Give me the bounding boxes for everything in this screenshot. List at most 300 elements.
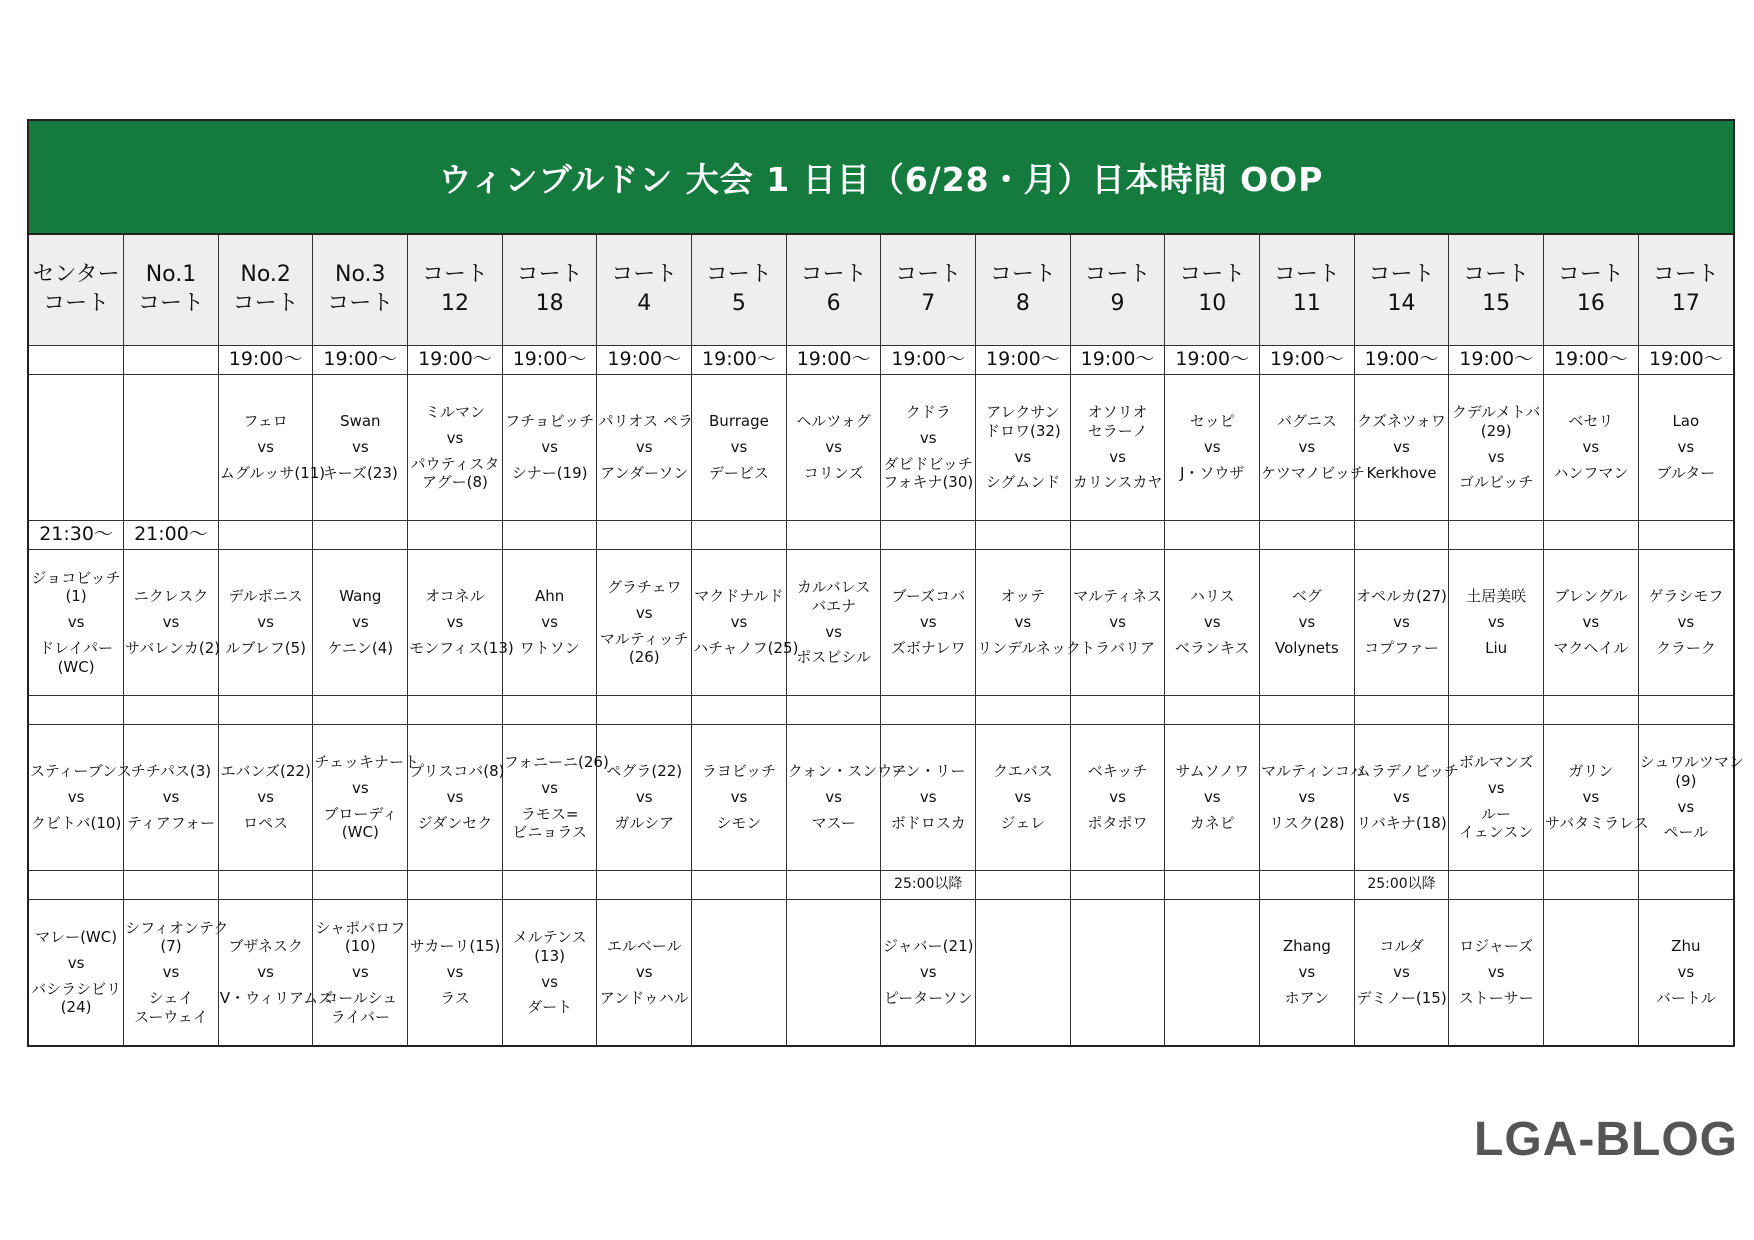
empty-match-cell	[976, 900, 1071, 1046]
player-1: オコネル	[425, 587, 485, 606]
player-2: ティアフォー	[126, 813, 216, 832]
player-2: バシラシビリ (24)	[31, 979, 122, 1017]
vs-label: vs	[257, 788, 274, 807]
match-cell	[502, 375, 597, 521]
match-cell	[408, 725, 503, 871]
player-2: ベランキス	[1174, 638, 1250, 657]
start-time-cell	[1449, 521, 1544, 550]
start-time-cell	[1638, 521, 1733, 550]
player-1: サムソノワ	[1175, 762, 1250, 781]
player-1: ラヨビッチ	[701, 762, 777, 781]
vs-label: vs	[351, 613, 369, 632]
start-time-cell: 19:00〜	[786, 346, 881, 375]
court-header	[692, 235, 787, 346]
empty-match-cell	[29, 375, 124, 521]
vs-label: vs	[1203, 438, 1221, 457]
start-time-cell	[1070, 521, 1165, 550]
court-header-line: センター	[32, 262, 120, 288]
match-cell	[313, 550, 408, 696]
note-cell: 25:00以降	[1354, 871, 1449, 900]
player-1: Ahn	[534, 587, 565, 606]
match-cell	[1165, 375, 1260, 521]
vs-label: vs	[541, 438, 558, 457]
start-time-cell: 19:00〜	[218, 346, 313, 375]
player-1: フチョビッチ	[505, 412, 595, 431]
court-header-line: コート	[989, 262, 1056, 288]
start-time-cell	[1165, 521, 1260, 550]
vs-label: vs	[541, 972, 558, 991]
player-2: ポタポワ	[1087, 813, 1148, 832]
court-header	[786, 235, 881, 346]
note-cell	[597, 871, 692, 900]
player-1: ペグラ(22)	[606, 762, 683, 781]
court-header	[1354, 235, 1449, 346]
player-1: クデルメトバ (29)	[1451, 403, 1541, 440]
match-cell	[313, 900, 408, 1046]
player-1: ジャバー(21)	[882, 937, 974, 956]
player-1: クドラ	[905, 403, 951, 421]
vs-label: vs	[1109, 613, 1126, 632]
vs-label: vs	[1109, 788, 1126, 807]
match-cell	[124, 725, 219, 871]
vs-label: vs	[1393, 438, 1410, 457]
time-row	[29, 346, 1733, 375]
player-2: ケツマノビッチ	[1261, 463, 1365, 482]
note-cell	[976, 696, 1071, 725]
player-1: カルバレス バエナ	[796, 578, 871, 615]
player-2: アンダーソン	[600, 463, 689, 482]
match-cell	[1638, 375, 1733, 521]
vs-label: vs	[825, 788, 842, 807]
match-cell	[29, 900, 124, 1046]
note-cell	[976, 871, 1071, 900]
vs-label: vs	[67, 953, 85, 972]
match-cell	[1544, 375, 1639, 521]
vs-label: vs	[1487, 963, 1505, 982]
vs-label: vs	[919, 963, 937, 982]
player-2: ワトソン	[519, 638, 580, 657]
start-time-cell	[786, 521, 881, 550]
court-header-line: コート	[137, 291, 204, 316]
start-time-cell: 19:00〜	[1449, 346, 1544, 375]
vs-label: vs	[1298, 963, 1316, 982]
vs-label: vs	[730, 438, 748, 457]
player-1: ジョコビッチ (1)	[31, 568, 121, 606]
match-cell	[786, 375, 881, 521]
empty-match-cell	[1544, 900, 1639, 1046]
player-2: デービス	[708, 463, 769, 482]
match-cell	[976, 725, 1071, 871]
player-1: コルダ	[1379, 937, 1424, 956]
match-row	[29, 375, 1733, 521]
vs-label: vs	[635, 963, 653, 982]
player-1: オッテ	[1000, 587, 1046, 606]
match-cell	[1544, 550, 1639, 696]
note-cell	[502, 871, 597, 900]
match-cell	[1449, 375, 1544, 521]
match-cell	[124, 900, 229, 1046]
vs-label: vs	[67, 613, 85, 632]
note-cell	[1165, 696, 1260, 725]
player-1: エルベール	[606, 937, 682, 956]
court-header-line: コート	[1179, 262, 1246, 288]
player-1: ボルマンズ	[1458, 753, 1534, 771]
start-time-cell: 19:00〜	[1165, 346, 1260, 375]
player-2: Liu	[1485, 638, 1508, 657]
vs-label: vs	[162, 963, 180, 982]
player-1: シュワルツマン (9)	[1639, 753, 1744, 790]
note-cell	[1260, 696, 1355, 725]
vs-label: vs	[1298, 613, 1316, 632]
player-2: リスク(28)	[1269, 813, 1345, 832]
note-cell	[1070, 871, 1165, 900]
player-2: ストーサー	[1458, 988, 1534, 1007]
match-row	[29, 725, 1733, 871]
player-2: バートル	[1655, 988, 1716, 1007]
note-cell	[124, 696, 219, 725]
court-header-line: 16	[1576, 291, 1605, 316]
vs-label: vs	[730, 788, 748, 807]
player-2: シェイ スーウェイ	[134, 988, 208, 1026]
player-1: シフィオンテク (7)	[125, 918, 229, 956]
player-2: コールシュ ライバー	[323, 988, 398, 1026]
player-2: ペール	[1663, 823, 1709, 842]
court-header-line: コート	[895, 262, 962, 288]
start-time-cell: 19:00〜	[881, 346, 976, 375]
player-2: シナー(19)	[511, 463, 588, 482]
court-header-line: コート	[516, 262, 583, 288]
player-2: クラーク	[1655, 638, 1716, 657]
note-cell	[1449, 696, 1544, 725]
time-row	[29, 521, 1733, 550]
player-1: シャポバロフ (10)	[315, 918, 406, 956]
match-cell	[1354, 900, 1449, 1046]
court-header	[218, 235, 313, 346]
player-2: コリンズ	[803, 463, 864, 482]
vs-label: vs	[446, 613, 464, 632]
note-cell	[313, 696, 408, 725]
start-time-cell: 19:00〜	[1260, 346, 1355, 375]
match-cell	[597, 550, 692, 696]
match-cell	[313, 725, 420, 871]
player-1: グラチェワ	[606, 578, 682, 596]
vs-label: vs	[257, 963, 274, 982]
player-1: ベキッチ	[1087, 762, 1148, 781]
court-header	[124, 235, 219, 346]
player-1: セッピ	[1189, 412, 1235, 431]
vs-label: vs	[446, 963, 464, 982]
player-1: フォニーニ(26)	[503, 753, 609, 771]
vs-label: vs	[1677, 438, 1695, 457]
court-header	[881, 235, 976, 346]
court-header-line: コート	[1273, 262, 1340, 288]
player-1: Swan	[340, 412, 381, 431]
start-time-cell	[881, 521, 976, 550]
start-time-cell	[976, 521, 1071, 550]
court-header-line: 4	[637, 291, 652, 316]
match-cell	[597, 900, 692, 1046]
player-1: チチパス(3)	[130, 762, 212, 781]
match-cell	[976, 550, 1081, 696]
player-2: トラバリア	[1080, 638, 1156, 657]
start-time-cell: 19:00〜	[692, 346, 787, 375]
court-header-line: No.3	[335, 262, 386, 288]
match-cell	[218, 375, 326, 521]
court-header-line: 8	[1015, 291, 1030, 316]
court-header	[502, 235, 597, 346]
vs-label: vs	[825, 622, 842, 641]
player-1: Zhu	[1671, 937, 1701, 956]
start-time-cell: 19:00〜	[502, 346, 597, 375]
match-cell	[408, 900, 503, 1046]
schedule-sheet	[27, 119, 1744, 1047]
note-cell: 25:00以降	[881, 871, 976, 900]
vs-label: vs	[162, 613, 180, 632]
player-1: スティーブンス	[30, 762, 132, 781]
vs-label: vs	[1109, 447, 1126, 466]
court-header	[1638, 235, 1733, 346]
court-header	[1260, 235, 1355, 346]
vs-label: vs	[1203, 788, 1221, 807]
vs-label: vs	[1393, 963, 1410, 982]
start-time-cell	[313, 521, 408, 550]
note-cell	[218, 871, 313, 900]
court-header-line: 9	[1110, 291, 1125, 316]
player-2: ロペス	[243, 813, 289, 832]
court-header	[1544, 235, 1639, 346]
note-cell	[881, 696, 976, 725]
player-2: ガルシア	[614, 813, 675, 832]
court-header-line: コート	[800, 262, 867, 288]
court-header-line: コート	[327, 291, 394, 316]
court-header-line: 11	[1292, 291, 1321, 316]
match-cell	[1070, 725, 1165, 871]
start-time-cell	[124, 346, 219, 375]
note-row	[29, 871, 1733, 900]
note-cell	[218, 696, 313, 725]
vs-label: vs	[1393, 613, 1410, 632]
note-cell	[1260, 871, 1355, 900]
note-cell	[313, 871, 408, 900]
empty-match-cell	[692, 900, 787, 1046]
court-header-line: 10	[1198, 291, 1227, 316]
note-cell	[1638, 871, 1733, 900]
player-2: コプファー	[1364, 638, 1439, 657]
player-2: パウティスタ アグー(8)	[410, 454, 500, 492]
player-2: ドレイパー (WC)	[39, 638, 114, 676]
match-row	[29, 900, 1733, 1046]
player-2: ダート	[527, 998, 573, 1017]
vs-label: vs	[1487, 447, 1505, 466]
player-2: クビトバ(10)	[30, 813, 122, 832]
player-2: Volynets	[1274, 638, 1339, 657]
vs-label: vs	[635, 438, 653, 457]
player-2: カリンスカヤ	[1072, 473, 1163, 492]
start-time-cell: 19:00〜	[1544, 346, 1639, 375]
vs-label: vs	[446, 428, 464, 447]
vs-label: vs	[1582, 788, 1600, 807]
match-cell	[1165, 550, 1260, 696]
match-cell	[1638, 550, 1733, 696]
court-header-line: コート	[611, 262, 678, 288]
vs-label: vs	[1393, 788, 1410, 807]
player-2: シグムンド	[985, 473, 1061, 492]
player-1: ベセリ	[1568, 412, 1614, 431]
match-cell	[881, 550, 976, 696]
player-1: チェッキナート	[314, 753, 420, 771]
note-cell	[1544, 696, 1639, 725]
court-header-line: 17	[1671, 291, 1700, 316]
match-cell	[502, 900, 597, 1046]
vs-label: vs	[919, 428, 937, 447]
vs-label: vs	[1203, 613, 1221, 632]
player-1: ベグ	[1291, 587, 1322, 606]
player-1: Zhang	[1282, 937, 1331, 956]
start-time-cell	[1260, 521, 1355, 550]
player-1: クエバス	[993, 762, 1053, 781]
match-cell	[786, 550, 881, 696]
court-header	[597, 235, 692, 346]
match-row	[29, 550, 1733, 696]
start-time-cell	[408, 521, 503, 550]
match-cell	[218, 725, 313, 871]
match-cell	[502, 550, 597, 696]
note-cell	[124, 871, 219, 900]
player-1: 土居美咲	[1466, 587, 1527, 606]
match-cell	[1260, 725, 1365, 871]
player-1: パリオス ペラ	[598, 412, 693, 431]
match-cell	[1260, 550, 1355, 696]
player-1: エバンズ(22)	[220, 762, 311, 781]
player-2: ハンフマン	[1553, 463, 1629, 482]
note-cell	[1070, 696, 1165, 725]
court-header-line: コート	[705, 262, 772, 288]
vs-label: vs	[541, 613, 558, 632]
match-cell	[786, 725, 908, 871]
note-cell	[1165, 871, 1260, 900]
match-cell	[313, 375, 408, 521]
start-time-cell: 19:00〜	[1638, 346, 1733, 375]
match-cell	[597, 725, 692, 871]
match-cell	[881, 375, 976, 521]
player-1: ブーズコバ	[891, 587, 966, 606]
court-header-line: No.2	[240, 262, 291, 288]
player-2: キーズ(23)	[322, 463, 398, 482]
court-header-row	[29, 235, 1733, 346]
player-1: マルティネス	[1073, 587, 1162, 606]
note-cell	[408, 871, 503, 900]
court-header-line: コート	[43, 291, 110, 316]
vs-label: vs	[635, 603, 653, 622]
match-cell	[1449, 900, 1544, 1046]
note-cell	[502, 696, 597, 725]
player-2: ケニン(4)	[327, 638, 394, 657]
start-time-cell	[502, 521, 597, 550]
player-1: ガリン	[1568, 762, 1614, 781]
player-1: アレクサン ドロワ(32)	[984, 403, 1061, 440]
vs-label: vs	[257, 438, 274, 457]
match-cell	[1449, 550, 1544, 696]
player-2: ダビドビッチ フォキナ(30)	[883, 454, 974, 492]
player-1: Wang	[339, 587, 382, 606]
start-time-cell: 19:00〜	[1354, 346, 1449, 375]
court-header-line: コート	[421, 262, 488, 288]
player-2: ラス	[440, 988, 470, 1007]
note-cell	[1449, 871, 1544, 900]
court-header	[1165, 235, 1260, 346]
player-1: クォン・スンウー	[787, 762, 908, 781]
empty-match-cell	[124, 375, 219, 521]
vs-label: vs	[1014, 447, 1032, 466]
watermark-logo: LGA-BLOG	[1474, 1113, 1738, 1166]
start-time-cell	[597, 521, 692, 550]
match-cell	[1260, 900, 1355, 1046]
note-cell	[408, 696, 503, 725]
start-time-cell: 21:00〜	[124, 521, 219, 550]
vs-label: vs	[1298, 438, 1316, 457]
player-2: ブルター	[1656, 463, 1716, 482]
vs-label: vs	[541, 778, 558, 797]
player-1: ハリス	[1189, 587, 1235, 606]
vs-label: vs	[1298, 788, 1316, 807]
match-cell	[692, 375, 787, 521]
note-cell	[692, 696, 787, 725]
player-1: プリスコバ(8)	[409, 762, 505, 781]
player-1: オペルカ(27)	[1356, 587, 1447, 606]
player-1: デルボニス	[228, 587, 303, 606]
vs-label: vs	[67, 788, 85, 807]
court-header-line: 15	[1482, 291, 1511, 316]
player-2: マクヘイル	[1553, 638, 1629, 657]
start-time-cell: 19:00〜	[1070, 346, 1165, 375]
vs-label: vs	[730, 613, 748, 632]
vs-label: vs	[1677, 797, 1695, 816]
player-1: Burrage	[709, 412, 769, 431]
court-header-line: コート	[1652, 262, 1719, 288]
vs-label: vs	[1677, 613, 1695, 632]
court-header-line: 6	[826, 291, 841, 316]
empty-match-cell	[786, 900, 881, 1046]
match-cell	[29, 725, 132, 871]
player-2: ズボナレワ	[890, 638, 966, 657]
match-cell	[408, 550, 514, 696]
vs-label: vs	[919, 613, 937, 632]
player-2: モンフィス(13)	[409, 638, 514, 657]
player-1: ゲラシモフ	[1648, 587, 1724, 606]
vs-label: vs	[1487, 778, 1505, 797]
start-time-cell	[692, 521, 787, 550]
player-1: マルティンコバ	[1261, 762, 1365, 781]
player-1: ブザネスク	[228, 937, 303, 956]
note-cell	[1638, 696, 1733, 725]
player-1: ブレングル	[1554, 587, 1628, 606]
player-2: サバレンカ(2)	[125, 638, 221, 657]
player-2: J・ソウザ	[1179, 463, 1245, 482]
match-cell	[218, 900, 334, 1046]
court-header-line: コート	[1463, 262, 1530, 288]
player-2: ポスピシル	[796, 648, 871, 667]
note-cell	[1354, 696, 1449, 725]
schedule-title: ウィンブルドン 大会 1 日目（6/28・月）日本時間 OOP	[29, 121, 1733, 235]
vs-label: vs	[825, 438, 842, 457]
note-cell	[29, 871, 124, 900]
match-cell	[692, 550, 799, 696]
player-2: ゴルビッチ	[1458, 473, 1534, 492]
match-cell	[692, 725, 787, 871]
player-2: ホアン	[1284, 988, 1330, 1007]
vs-label: vs	[1014, 788, 1032, 807]
note-cell	[786, 871, 881, 900]
